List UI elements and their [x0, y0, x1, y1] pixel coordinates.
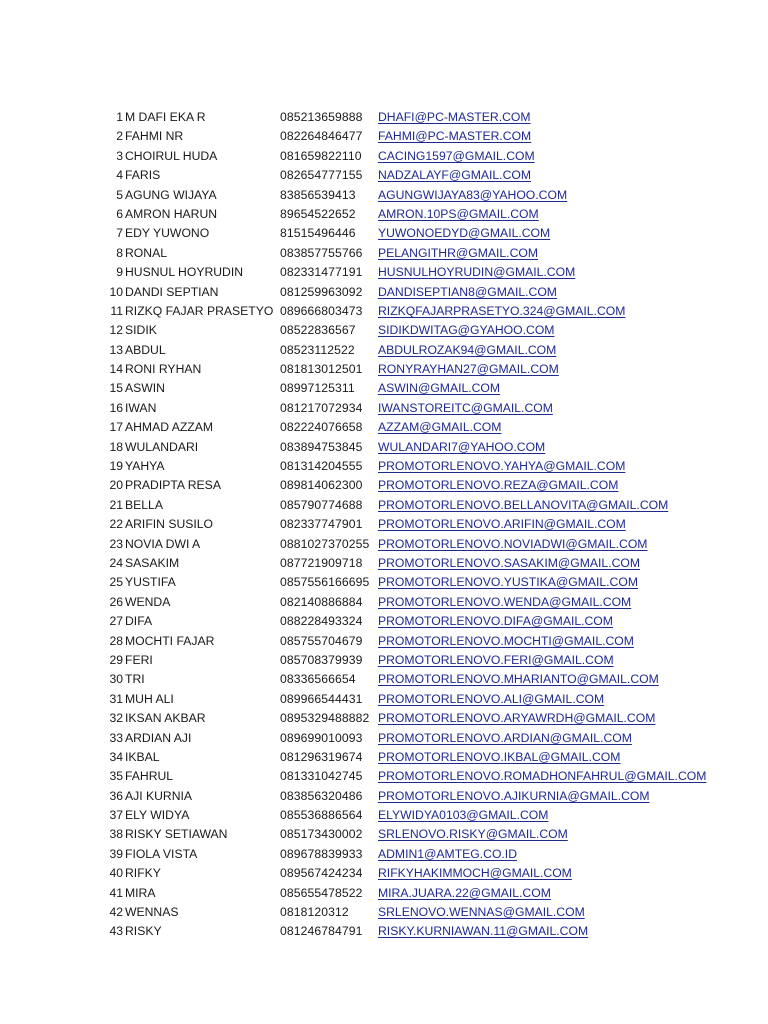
contact-name: TRI [125, 672, 145, 687]
row-number: 6 [116, 206, 123, 221]
contact-row [0, 535, 768, 554]
contact-name: AGUNG WIJAYA [125, 187, 217, 202]
contact-email-link[interactable]: PROMOTORLENOVO.ALI@GMAIL.COM [378, 691, 605, 706]
row-number: 14 [109, 362, 123, 377]
contact-row [0, 360, 768, 379]
contact-row [0, 341, 768, 360]
contact-row [0, 729, 768, 748]
contact-email-link[interactable]: PROMOTORLENOVO.MOCHTI@GMAIL.COM [378, 633, 634, 648]
row-number: 17 [109, 420, 123, 435]
contact-phone: 0881027370255 [280, 536, 370, 551]
contact-phone: 082337747901 [280, 517, 363, 532]
row-number: 29 [109, 652, 123, 667]
contact-name: IKBAL [125, 749, 160, 764]
contact-name: ARDIAN AJI [125, 730, 192, 745]
contact-email-link[interactable]: ELYWIDYA0103@GMAIL.COM [378, 808, 549, 823]
row-number: 42 [109, 905, 123, 920]
row-number: 34 [109, 749, 123, 764]
contact-email-link[interactable]: FAHMI@PC-MASTER.COM [378, 129, 532, 144]
contact-phone: 0818120312 [280, 905, 349, 920]
contact-name: PRADIPTA RESA [125, 478, 221, 493]
contact-name: ELY WIDYA [125, 808, 190, 823]
contact-name: AHMAD AZZAM [125, 420, 214, 435]
contact-row [0, 690, 768, 709]
row-number: 3 [116, 148, 123, 163]
contact-row [0, 922, 768, 941]
contact-phone: 085708379939 [280, 652, 363, 667]
contact-phone: 08336566654 [280, 672, 356, 687]
contact-phone: 081296319674 [280, 749, 363, 764]
contact-name: AJI KURNIA [125, 788, 193, 803]
contact-phone: 082331477191 [280, 265, 363, 280]
contact-name: AMRON HARUN [125, 206, 218, 221]
contact-row [0, 438, 768, 457]
contact-email-link[interactable]: MIRA.JUARA.22@GMAIL.COM [378, 885, 551, 900]
contact-row [0, 399, 768, 418]
contact-email-link[interactable]: HUSNULHOYRUDIN@GMAIL.COM [378, 265, 576, 280]
contact-email-link[interactable]: SIDIKDWITAG@GYAHOO.COM [378, 323, 555, 338]
contact-phone: 087721909718 [280, 555, 363, 570]
row-number: 7 [116, 226, 123, 241]
contact-phone: 0895329488882 [280, 711, 370, 726]
contact-phone: 89654522652 [280, 206, 356, 221]
contact-name: RISKY [125, 924, 162, 939]
contact-row [0, 108, 768, 127]
contact-email-link[interactable]: PROMOTORLENOVO.ARDIAN@GMAIL.COM [378, 730, 632, 745]
contact-phone: 085755704679 [280, 633, 363, 648]
contact-email-link[interactable]: ADMIN1@AMTEG.CO.ID [378, 846, 517, 861]
contact-name: SASAKIM [125, 555, 180, 570]
row-number: 2 [116, 129, 123, 144]
row-number: 13 [109, 342, 123, 357]
row-number: 31 [109, 691, 123, 706]
contact-name: RONAL [125, 245, 167, 260]
contact-row [0, 670, 768, 689]
row-number: 4 [116, 168, 123, 183]
contact-name: RISKY SETIAWAN [125, 827, 228, 842]
contact-row [0, 593, 768, 612]
contact-row [0, 709, 768, 728]
contact-name: RIZKQ FAJAR PRASETYO [125, 303, 274, 318]
contact-row [0, 612, 768, 631]
contact-name: FERI [125, 652, 153, 667]
row-number: 20 [109, 478, 123, 493]
contact-name: WENNAS [125, 905, 179, 920]
row-number: 8 [116, 245, 123, 260]
row-number: 27 [109, 614, 123, 629]
row-number: 36 [109, 788, 123, 803]
contact-phone: 083856320486 [280, 788, 363, 803]
contact-row [0, 651, 768, 670]
contact-name: NOVIA DWI A [125, 536, 201, 551]
contact-email-link[interactable]: DANDISEPTIAN8@GMAIL.COM [378, 284, 557, 299]
contact-row [0, 457, 768, 476]
contact-email-link[interactable]: PROMOTORLENOVO.YUSTIKA@GMAIL.COM [378, 575, 638, 590]
contact-row [0, 884, 768, 903]
contact-row [0, 573, 768, 592]
contact-phone: 082654777155 [280, 168, 363, 183]
contact-email-link[interactable]: PROMOTORLENOVO.WENDA@GMAIL.COM [378, 594, 632, 609]
contact-name: M DAFI EKA R [125, 110, 206, 124]
contact-phone: 081659822110 [280, 148, 362, 163]
contact-row [0, 748, 768, 767]
contact-email-link[interactable]: AZZAM@GMAIL.COM [378, 420, 502, 435]
contact-name: RIFKY [125, 866, 161, 881]
contact-name: YAHYA [125, 459, 165, 474]
contact-email-link[interactable]: YUWONOEDYD@GMAIL.COM [378, 226, 551, 241]
row-number: 5 [116, 187, 123, 202]
contact-email-link[interactable]: AMRON.10PS@GMAIL.COM [378, 206, 539, 221]
contact-phone: 085173430002 [280, 827, 363, 842]
contact-name: SIDIK [125, 323, 157, 338]
row-number: 12 [109, 323, 123, 338]
contact-name: HUSNUL HOYRUDIN [125, 265, 244, 280]
contact-email-link[interactable]: PROMOTORLENOVO.ARYAWRDH@GMAIL.COM [378, 711, 656, 726]
contact-row [0, 127, 768, 146]
row-number: 23 [109, 536, 123, 551]
contact-phone: 0857556166695 [280, 575, 370, 590]
contact-row [0, 379, 768, 398]
contact-phone: 081813012501 [280, 362, 363, 377]
contact-email-link[interactable]: PROMOTORLENOVO.BELLANOVITA@GMAIL.COM [378, 497, 669, 512]
row-number: 41 [109, 885, 123, 900]
row-number: 19 [109, 459, 123, 474]
contact-email-link[interactable]: PROMOTORLENOVO.SASAKIM@GMAIL.COM [378, 555, 641, 570]
contact-row [0, 283, 768, 302]
contact-phone: 085790774688 [280, 497, 363, 512]
contact-phone: 083894753845 [280, 439, 363, 454]
contact-name: DANDI SEPTIAN [125, 284, 219, 299]
row-number: 1 [116, 110, 123, 124]
contact-phone: 089699010093 [280, 730, 363, 745]
contact-row [0, 244, 768, 263]
contact-name: DIFA [125, 614, 153, 629]
contact-phone: 08523112522 [280, 342, 355, 357]
contact-email-link[interactable]: SRLENOVO.WENNAS@GMAIL.COM [378, 905, 585, 920]
contact-email-link[interactable]: PROMOTORLENOVO.MHARIANTO@GMAIL.COM [378, 672, 659, 687]
contact-phone: 085655478522 [280, 885, 363, 900]
contact-email-link[interactable]: RIZKQFAJARPRASETYO.324@GMAIL.COM [378, 303, 626, 318]
contact-phone: 089666803473 [280, 303, 363, 318]
contact-email-link[interactable]: PROMOTORLENOVO.IKBAL@GMAIL.COM [378, 749, 621, 764]
contact-email-link[interactable]: PELANGITHR@GMAIL.COM [378, 245, 538, 260]
row-number: 26 [109, 594, 123, 609]
row-number: 11 [110, 303, 123, 318]
contact-email-link[interactable]: PROMOTORLENOVO.YAHYA@GMAIL.COM [378, 459, 626, 474]
contact-row [0, 845, 768, 864]
contact-row [0, 632, 768, 651]
contact-email-link[interactable]: PROMOTORLENOVO.NOVIADWI@GMAIL.COM [378, 536, 648, 551]
row-number: 32 [109, 711, 123, 726]
row-number: 10 [109, 284, 123, 299]
row-number: 43 [109, 924, 123, 939]
contact-email-link[interactable]: RISKY.KURNIAWAN.11@GMAIL.COM [378, 924, 589, 939]
contact-email-link[interactable]: PROMOTORLENOVO.ROMADHONFAHRUL@GMAIL.COM [378, 769, 707, 784]
contact-email-link[interactable]: PROMOTORLENOVO.REZA@GMAIL.COM [378, 478, 619, 493]
row-number: 38 [109, 827, 123, 842]
contact-name: CHOIRUL HUDA [125, 148, 218, 163]
contact-email-link[interactable]: ABDULROZAK94@GMAIL.COM [378, 342, 557, 357]
row-number: 40 [109, 866, 123, 881]
contact-name: MUH ALI [125, 691, 174, 706]
contact-row [0, 476, 768, 495]
contact-row [0, 263, 768, 282]
contact-row [0, 903, 768, 922]
contact-row [0, 554, 768, 573]
row-number: 28 [109, 633, 123, 648]
contact-email-link[interactable]: WULANDARI7@YAHOO.COM [378, 439, 546, 454]
contact-row [0, 864, 768, 883]
row-number: 37 [109, 808, 123, 823]
contact-email-link[interactable]: RONYRAYHAN27@GMAIL.COM [378, 362, 559, 377]
contact-row [0, 496, 768, 515]
contact-name: WENDA [125, 594, 171, 609]
row-number: 15 [109, 381, 123, 396]
row-number: 30 [109, 672, 123, 687]
contact-email-link[interactable]: PROMOTORLENOVO.FERI@GMAIL.COM [378, 652, 614, 667]
contact-name: ABDUL [125, 342, 166, 357]
contact-email-link[interactable]: IWANSTOREITC@GMAIL.COM [378, 400, 553, 415]
contact-email-link[interactable]: DHAFI@PC-MASTER.COM [378, 110, 531, 124]
contact-email-link[interactable]: PROMOTORLENOVO.DIFA@GMAIL.COM [378, 614, 613, 629]
contact-name: WULANDARI [125, 439, 199, 454]
contact-email-link[interactable]: AGUNGWIJAYA83@YAHOO.COM [378, 187, 568, 202]
contact-phone: 089966544431 [280, 691, 363, 706]
row-number: 35 [109, 769, 123, 784]
contact-phone: 089814062300 [280, 478, 363, 493]
contact-name: EDY YUWONO [125, 226, 210, 241]
contact-phone: 085536886564 [280, 808, 363, 823]
contact-name: FAHRUL [125, 769, 174, 784]
contact-name: ARIFIN SUSILO [125, 517, 214, 532]
contact-email-link[interactable]: PROMOTORLENOVO.AJIKURNIA@GMAIL.COM [378, 788, 650, 803]
contact-name: FAHMI NR [125, 129, 184, 144]
row-number: 22 [109, 517, 123, 532]
contact-name: MIRA [125, 885, 156, 900]
contact-email-link[interactable]: RIFKYHAKIMMOCH@GMAIL.COM [378, 866, 572, 881]
contact-email-link[interactable]: PROMOTORLENOVO.ARIFIN@GMAIL.COM [378, 517, 626, 532]
contact-row [0, 767, 768, 786]
contact-phone: 089678839933 [280, 846, 363, 861]
contact-row [0, 321, 768, 340]
contact-name: FIOLA VISTA [125, 846, 198, 861]
contact-phone: 082264846477 [280, 129, 363, 144]
contact-name: RONI RYHAN [125, 362, 202, 377]
row-number: 33 [109, 730, 123, 745]
contact-phone: 081331042745 [280, 769, 363, 784]
contact-phone: 083857755766 [280, 245, 363, 260]
contact-row [0, 787, 768, 806]
contact-row [0, 205, 768, 224]
contact-row [0, 806, 768, 825]
contact-phone: 081314204555 [280, 459, 363, 474]
row-number: 9 [116, 265, 123, 280]
contact-phone: 088228493324 [280, 614, 363, 629]
contact-name: IWAN [125, 400, 157, 415]
contact-row [0, 418, 768, 437]
contact-email-link[interactable]: SRLENOVO.RISKY@GMAIL.COM [378, 827, 568, 842]
contact-row [0, 302, 768, 321]
contact-name: FARIS [125, 168, 161, 183]
contact-phone: 082224076658 [280, 420, 363, 435]
row-number: 16 [109, 400, 123, 415]
row-number: 24 [109, 555, 123, 570]
row-number: 39 [109, 846, 123, 861]
row-number: 18 [109, 439, 123, 454]
contact-email-link[interactable]: CACING1597@GMAIL.COM [378, 148, 535, 163]
contact-phone: 089567424234 [280, 866, 363, 881]
contact-row [0, 825, 768, 844]
contact-phone: 081259963092 [280, 284, 363, 299]
contact-phone: 081217072934 [280, 400, 363, 415]
contact-email-link[interactable]: ASWIN@GMAIL.COM [378, 381, 501, 396]
contact-name: IKSAN AKBAR [125, 711, 206, 726]
contact-phone: 085213659888 [280, 110, 363, 124]
contact-phone: 81515496446 [280, 226, 356, 241]
contact-name: BELLA [125, 497, 163, 512]
contact-name: YUSTIFA [125, 575, 176, 590]
contact-row [0, 186, 768, 205]
contact-phone: 83856539413 [280, 187, 356, 202]
contact-row [0, 224, 768, 243]
row-number: 21 [109, 497, 123, 512]
contact-row [0, 166, 768, 185]
contact-email-link[interactable]: NADZALAYF@GMAIL.COM [378, 168, 531, 183]
contact-name: MOCHTI FAJAR [125, 633, 215, 648]
contact-phone: 081246784791 [280, 924, 363, 939]
contact-phone: 082140886884 [280, 594, 363, 609]
contact-row [0, 147, 768, 166]
contact-name: ASWIN [125, 381, 165, 396]
contact-list [0, 108, 768, 942]
contact-phone: 08522836567 [280, 323, 356, 338]
contact-row [0, 515, 768, 534]
contact-phone: 08997125311 [280, 381, 355, 396]
row-number: 25 [109, 575, 123, 590]
